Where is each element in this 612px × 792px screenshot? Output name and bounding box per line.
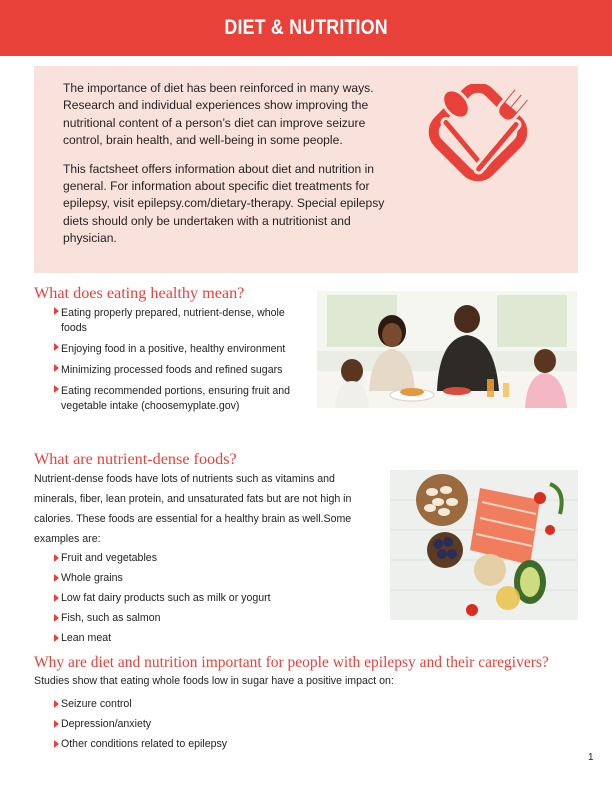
list-item xyxy=(49,694,369,714)
bullet-arrow-icon xyxy=(54,554,59,562)
header-bar xyxy=(0,0,612,56)
healthy-food-photo xyxy=(390,470,578,620)
list-item-text: Fish, such as salmon xyxy=(61,612,161,624)
list-item-text: Enjoying food in a positive, healthy environment xyxy=(61,343,286,355)
section-heading-why-important: Why are diet and nutrition important for people with epilepsy and their caregivers? xyxy=(34,654,549,671)
intro-paragraph-2-end: . Special epilepsy diets should only be undertaken with a nutritionist and physician. xyxy=(63,196,385,246)
why-important-list xyxy=(49,694,369,754)
bullet-arrow-icon xyxy=(54,700,59,708)
bullet-arrow-icon xyxy=(54,614,59,622)
list-item xyxy=(49,306,307,336)
family-meal-photo xyxy=(317,291,577,408)
intro-paragraph-2-start: This factsheet offers information about diet and nutrition in general. For information about specific diet treatments for epilepsy, visit xyxy=(63,161,375,211)
list-item-text: Low fat dairy products such as milk or yogurt xyxy=(61,592,271,604)
list-item-text: Seizure control xyxy=(61,698,132,710)
bullet-arrow-icon xyxy=(54,307,59,315)
bullet-arrow-icon xyxy=(54,634,59,642)
list-item-text: Other conditions related to epilepsy xyxy=(61,738,228,750)
list-item-text: Depression/anxiety xyxy=(61,718,152,730)
list-item xyxy=(49,608,369,628)
why-important-paragraph: Studies show that eating whole foods low in sugar have a positive impact on: xyxy=(34,675,394,687)
list-item xyxy=(49,628,369,648)
dietary-therapy-link[interactable]: epilepsy.com/dietary-therapy xyxy=(137,196,291,211)
fork-spoon-knife-icon xyxy=(410,84,550,194)
section-heading-eating-healthy: What does eating healthy mean? xyxy=(34,284,245,302)
bullet-arrow-icon xyxy=(54,364,59,372)
list-item-text: Whole grains xyxy=(61,572,123,584)
intro-paragraph-1: The importance of diet has been reinforced in many ways. Research and individual experiences show improving the nutritional content of a person’s diet can improve seizure control, brain health, and well-being in some people. xyxy=(63,81,374,148)
nutrient-dense-paragraph: Nutrient-dense foods have lots of nutrients such as vitamins and minerals, fiber, lean protein, and unsaturated fats but are not high in calories. These foods are essential for a healthy brain as well.Some examples are: xyxy=(34,473,352,545)
list-item xyxy=(49,588,369,608)
nutrient-dense-list xyxy=(49,548,369,648)
list-item-text: Fruit and vegetables xyxy=(61,552,157,564)
bullet-arrow-icon xyxy=(54,385,59,393)
list-item xyxy=(49,734,369,754)
list-item xyxy=(49,363,307,378)
bullet-arrow-icon xyxy=(54,343,59,351)
list-item xyxy=(49,548,369,568)
page-title: DIET & NUTRITION xyxy=(224,16,388,39)
list-item xyxy=(49,568,369,588)
list-item xyxy=(49,714,369,734)
intro-text xyxy=(63,80,403,259)
bullet-arrow-icon xyxy=(54,594,59,602)
list-item-text: Eating properly prepared, nutrient-dense, whole foods xyxy=(61,307,285,334)
list-item-text: Minimizing processed foods and refined sugars xyxy=(61,364,283,376)
list-item xyxy=(49,384,307,414)
bullet-arrow-icon xyxy=(54,574,59,582)
intro-paragraph-2 xyxy=(63,161,403,248)
list-item xyxy=(49,342,307,357)
page-number: 1 xyxy=(588,752,594,763)
list-item-text: Eating recommended portions, ensuring fruit and vegetable intake (choosemyplate.gov) xyxy=(61,385,291,412)
list-item-text: Lean meat xyxy=(61,632,112,644)
bullet-arrow-icon xyxy=(54,720,59,728)
section-heading-nutrient-dense: What are nutrient-dense foods? xyxy=(34,450,237,468)
bullet-arrow-icon xyxy=(54,740,59,748)
eating-healthy-list xyxy=(49,306,307,414)
